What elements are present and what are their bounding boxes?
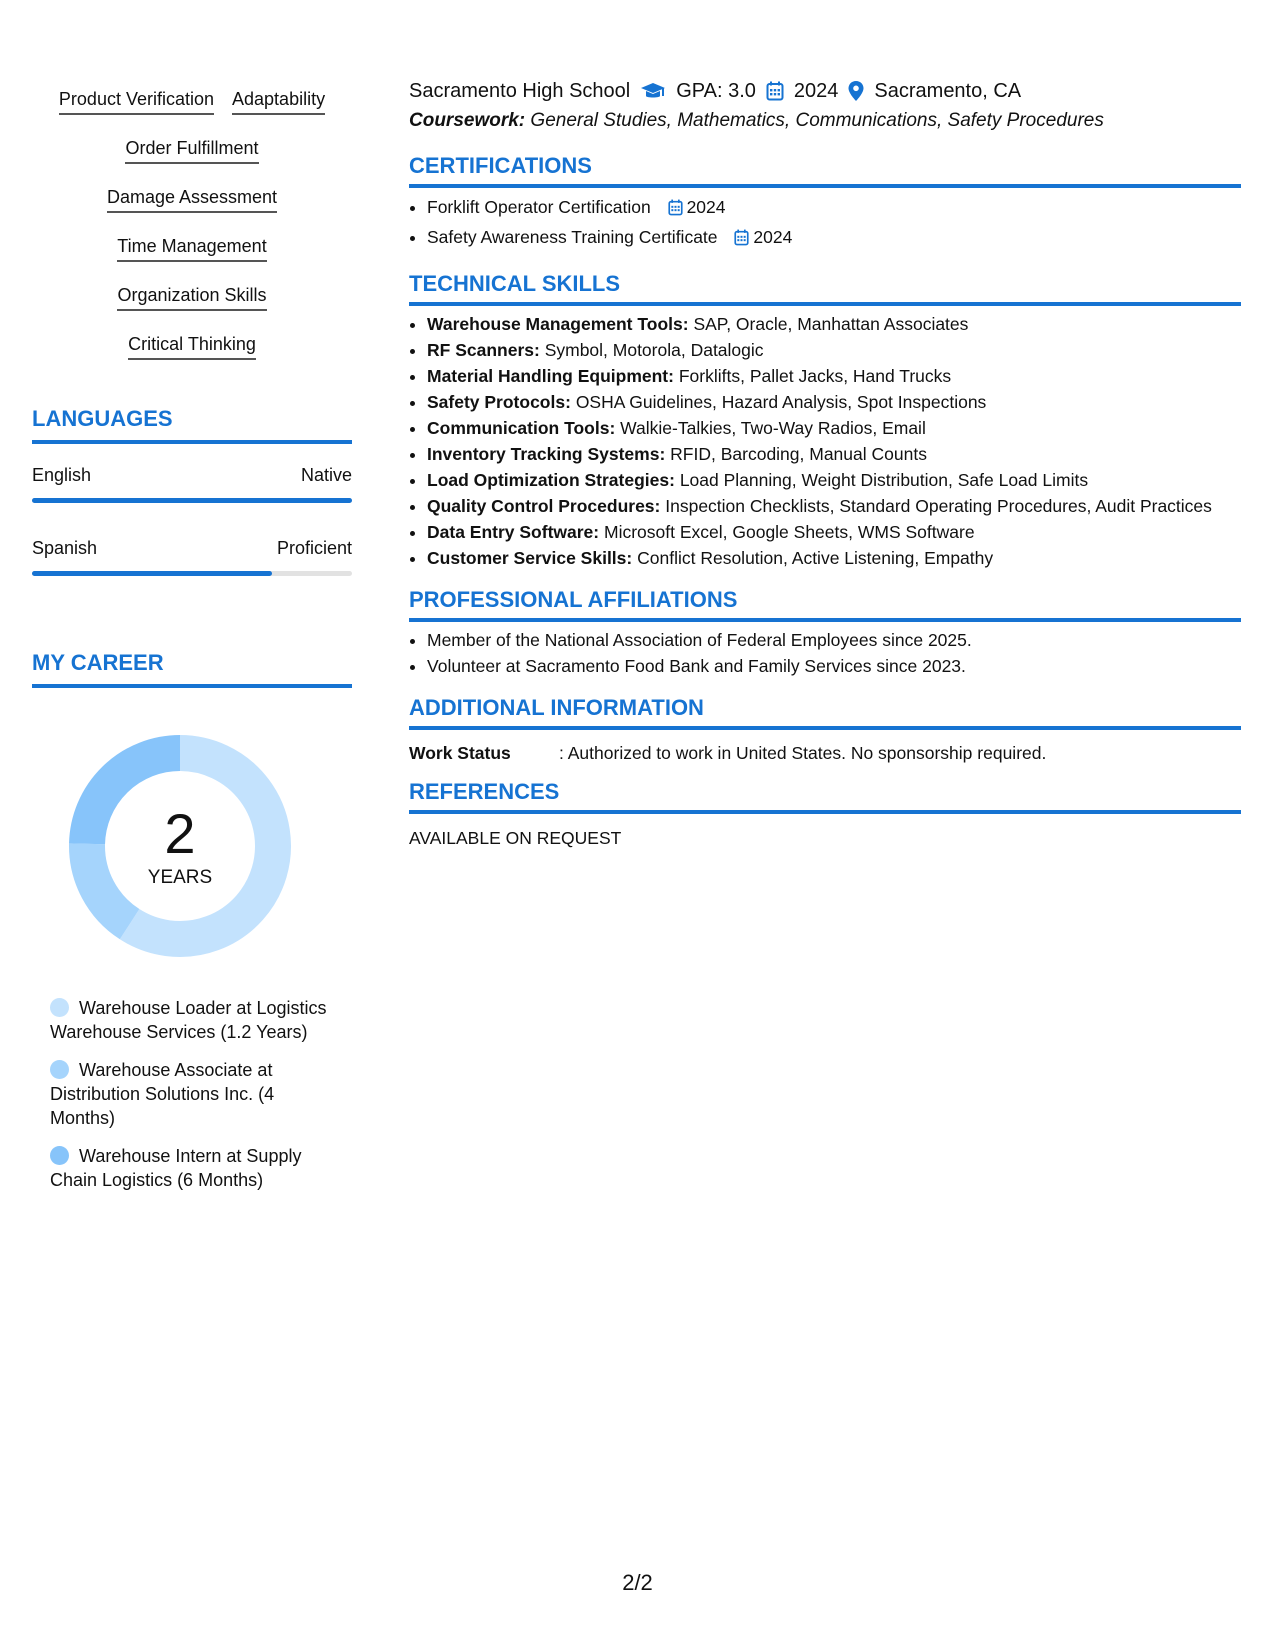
legend-dot [50, 1146, 69, 1165]
skill-tag: Critical Thinking [128, 332, 256, 360]
certifications-list [409, 194, 1241, 254]
language-name: Spanish [32, 538, 98, 558]
skill-text: Walkie-Talkies, Two-Way Radios, Email [620, 418, 926, 438]
languages-title: LANGUAGES [32, 404, 352, 444]
list-item [427, 390, 1241, 414]
education-line [409, 78, 1241, 104]
certification-name: Forklift Operator Certification [427, 197, 651, 217]
language-level: Native [300, 465, 352, 485]
coursework [409, 108, 1241, 134]
skill-tag: Product Verification [59, 87, 214, 115]
skill-label: Inventory Tracking Systems: [427, 444, 666, 464]
skill-tag: Adaptability [232, 87, 325, 115]
skill-text: RFID, Barcoding, Manual Counts [670, 444, 927, 464]
career-total: 2 [164, 802, 196, 865]
list-item [427, 468, 1241, 492]
career-list [32, 996, 330, 1192]
certification-year: 2024 [753, 227, 793, 247]
list-item [427, 416, 1241, 440]
languages-section [32, 404, 352, 576]
list-item [427, 224, 1241, 254]
skill-label: Data Entry Software: [427, 522, 600, 542]
graduation-year: 2024 [793, 80, 839, 102]
right-column [409, 78, 1241, 850]
skills-list [32, 80, 352, 374]
certifications-title: CERTIFICATIONS [409, 152, 1241, 188]
technical-skills-title: TECHNICAL SKILLS [409, 270, 1241, 306]
affiliations-list [409, 628, 1241, 678]
career-section [32, 648, 352, 1192]
legend-dot [50, 1060, 69, 1079]
list-item [427, 338, 1241, 362]
affiliations-title: PROFESSIONAL AFFILIATIONS [409, 586, 1241, 622]
coursework-text: General Studies, Mathematics, Communications, Safety Procedures [530, 110, 1104, 131]
list-item [427, 194, 1241, 224]
skill-tag: Order Fulfillment [125, 136, 258, 164]
list-item [427, 442, 1241, 466]
calendar-icon [766, 81, 784, 101]
skill-text: Inspection Checklists, Standard Operating Procedures, Audit Practices [665, 496, 1212, 516]
left-column [32, 80, 352, 1206]
certification-name: Safety Awareness Training Certificate [427, 227, 718, 247]
skill-label: Warehouse Management Tools: [427, 314, 689, 334]
list-item: • Member of the National Association of Federal Employees since 2025. [427, 628, 1241, 652]
certification-year: 2024 [686, 197, 726, 217]
language-level: Proficient [276, 538, 352, 558]
school-name: Sacramento High School [409, 80, 631, 102]
calendar-icon [668, 197, 683, 224]
list-item [427, 546, 1241, 570]
list-item [427, 312, 1241, 336]
language-row [32, 462, 352, 488]
skill-text: Forklifts, Pallet Jacks, Hand Trucks [678, 366, 952, 386]
skill-text: SAP, Oracle, Manhattan Associates [693, 314, 969, 334]
location-pin-icon [848, 81, 864, 101]
language-bar [32, 498, 352, 503]
skill-label: Safety Protocols: [427, 392, 571, 412]
work-status-text: : Authorized to work in United States. No sponsorship required. [559, 743, 1047, 763]
skill-tag: Damage Assessment [107, 185, 277, 213]
list-item [427, 494, 1241, 518]
coursework-label: Coursework: [409, 110, 526, 131]
skill-label: Material Handling Equipment: [427, 366, 674, 386]
skill-label: Customer Service Skills: [427, 548, 633, 568]
legend-dot [50, 998, 69, 1017]
skill-label: Communication Tools: [427, 418, 616, 438]
references-text: AVAILABLE ON REQUEST [409, 828, 622, 848]
skill-label: Load Optimization Strategies: [427, 470, 675, 490]
graduation-cap-icon [640, 81, 666, 101]
gpa: GPA: 3.0 [676, 80, 756, 102]
career-item [50, 996, 330, 1044]
career-item-text: Warehouse Intern at Supply Chain Logistics (6 Months) [50, 1146, 302, 1190]
language-name: English [32, 465, 92, 485]
list-item [427, 364, 1241, 388]
language-bar [32, 571, 352, 576]
page-number: 2/2 [622, 1570, 653, 1595]
career-item [50, 1144, 330, 1192]
career-item-text: Warehouse Associate at Distribution Solutions Inc. (4 Months) [50, 1060, 275, 1128]
skill-tag: Organization Skills [117, 283, 266, 311]
career-donut-chart [66, 732, 294, 960]
skill-text: Conflict Resolution, Active Listening, Empathy [637, 548, 994, 568]
school-location: Sacramento, CA [874, 80, 1022, 102]
career-item [50, 1058, 330, 1130]
additional-info-title: ADDITIONAL INFORMATION [409, 694, 1241, 730]
skill-text: Symbol, Motorola, Datalogic [544, 340, 764, 360]
calendar-icon [734, 227, 749, 254]
work-status-row [409, 740, 1241, 766]
work-status-label: Work Status [409, 743, 511, 763]
technical-skills-list [409, 312, 1241, 570]
skill-text: Load Planning, Weight Distribution, Safe Load Limits [679, 470, 1089, 490]
career-title: MY CAREER [32, 648, 352, 688]
language-row [32, 535, 352, 561]
career-unit: YEARS [147, 867, 213, 888]
skill-text: OSHA Guidelines, Hazard Analysis, Spot Inspections [575, 392, 987, 412]
language-bar-fill [32, 571, 272, 576]
skill-text: Microsoft Excel, Google Sheets, WMS Software [604, 522, 975, 542]
career-item-text: Warehouse Loader at Logistics Warehouse Services (1.2 Years) [50, 998, 327, 1042]
references-title: REFERENCES [409, 778, 1241, 814]
skill-label: Quality Control Procedures: [427, 496, 661, 516]
donut-center [66, 732, 294, 960]
list-item [427, 520, 1241, 544]
list-item: • Volunteer at Sacramento Food Bank and Family Services since 2023. [427, 654, 1241, 678]
skill-tag: Time Management [117, 234, 266, 262]
skill-label: RF Scanners: [427, 340, 540, 360]
language-bar-fill [32, 498, 352, 503]
